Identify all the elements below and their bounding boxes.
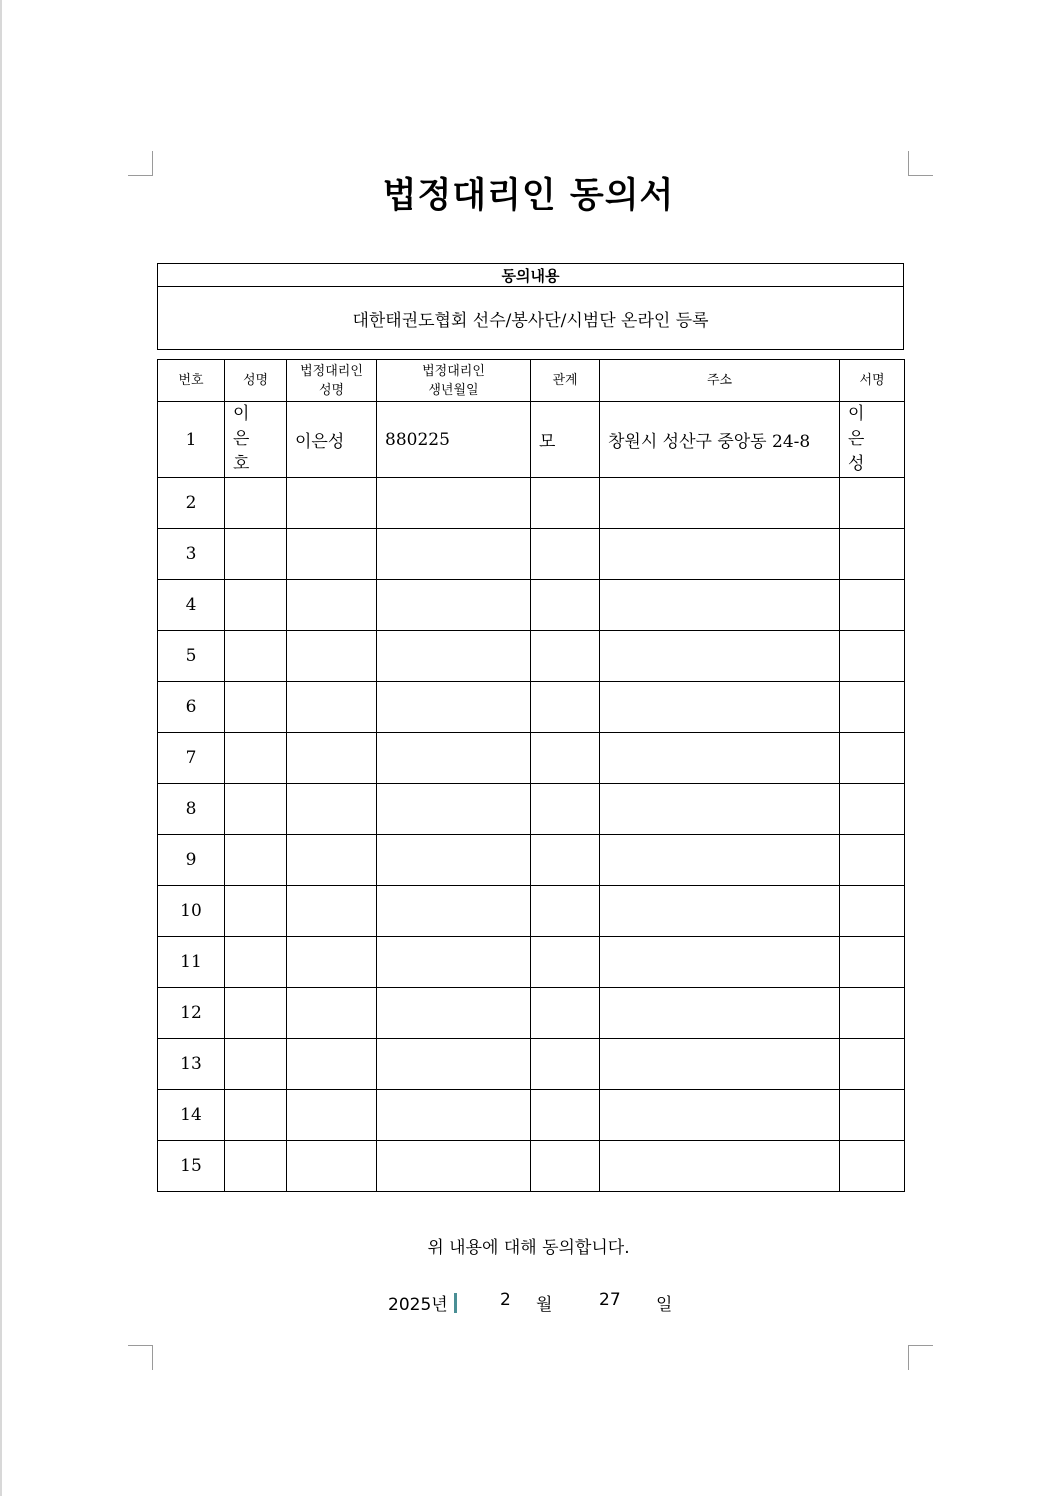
row-signature[interactable] [840,580,905,631]
row-relation[interactable] [531,886,600,937]
row-signature[interactable] [840,1039,905,1090]
row-guardian-name[interactable] [287,1090,377,1141]
row-name[interactable]: 이은호 [225,402,287,478]
row-relation[interactable] [531,784,600,835]
row-number: 7 [158,733,225,784]
row-guardian-birth[interactable] [377,631,531,682]
row-name[interactable] [225,937,287,988]
date-month-unit: 월 [536,1295,553,1315]
table-row [158,988,905,1039]
row-number: 14 [158,1090,225,1141]
row-signature[interactable] [840,937,905,988]
row-name[interactable] [225,1039,287,1090]
header-number: 번호 [158,360,225,402]
row-guardian-birth[interactable]: 880225 [377,402,531,478]
row-guardian-birth[interactable] [377,835,531,886]
row-address[interactable] [600,580,840,631]
row-address[interactable] [600,682,840,733]
header-guardian-name-line1: 법정대리인 [300,363,363,379]
row-address[interactable] [600,1039,840,1090]
agreement-statement: 위 내용에 대해 동의합니다. [427,1238,630,1258]
row-signature[interactable] [840,886,905,937]
text-cursor [454,1293,457,1313]
row-signature[interactable] [840,682,905,733]
row-relation[interactable] [531,733,600,784]
row-guardian-name[interactable] [287,835,377,886]
table-row [158,1090,905,1141]
row-relation[interactable] [531,835,600,886]
row-name[interactable] [225,682,287,733]
row-relation[interactable] [531,1141,600,1192]
row-guardian-birth[interactable] [377,1090,531,1141]
row-guardian-birth[interactable] [377,682,531,733]
row-guardian-name[interactable] [287,1039,377,1090]
row-guardian-birth[interactable] [377,529,531,580]
row-guardian-birth[interactable] [377,580,531,631]
header-guardian-birth [377,360,531,402]
header-address: 주소 [600,360,840,402]
row-guardian-name[interactable] [287,937,377,988]
row-address[interactable] [600,937,840,988]
row-guardian-birth[interactable] [377,478,531,529]
consent-header: 동의내용 [158,264,904,287]
row-guardian-birth[interactable] [377,937,531,988]
row-number: 15 [158,1141,225,1192]
crop-mark-bottom-right [908,1345,933,1370]
date-year: 2025년 [388,1295,448,1315]
header-guardian-name [287,360,377,402]
table-row [158,682,905,733]
row-guardian-name[interactable] [287,682,377,733]
row-number: 11 [158,937,225,988]
document-title: 법정대리인 동의서 [382,176,675,216]
table-row [158,1141,905,1192]
crop-mark-bottom-left [128,1345,153,1370]
row-number: 3 [158,529,225,580]
row-guardian-name[interactable] [287,784,377,835]
row-name[interactable] [225,580,287,631]
table-row [158,478,905,529]
row-number: 6 [158,682,225,733]
row-relation[interactable] [531,682,600,733]
row-guardian-birth[interactable] [377,1141,531,1192]
row-signature[interactable] [840,988,905,1039]
row-name[interactable] [225,886,287,937]
row-name[interactable] [225,478,287,529]
row-signature[interactable] [840,835,905,886]
row-signature[interactable] [840,733,905,784]
row-number: 4 [158,580,225,631]
row-name[interactable] [225,631,287,682]
row-number: 5 [158,631,225,682]
row-guardian-birth[interactable] [377,784,531,835]
row-guardian-name[interactable] [287,988,377,1039]
row-name[interactable] [225,784,287,835]
row-name[interactable] [225,988,287,1039]
row-guardian-name[interactable] [287,580,377,631]
row-name[interactable] [225,529,287,580]
header-guardian-name-line2: 성명 [318,382,345,398]
consent-content[interactable]: 대한태권도협회 선수/봉사단/시범단 온라인 등록 [158,287,904,350]
row-address[interactable]: 창원시 성산구 중앙동 24-8 [600,402,840,478]
table-row [158,835,905,886]
row-address[interactable] [600,988,840,1039]
row-number: 1 [158,402,225,478]
row-number: 9 [158,835,225,886]
row-relation[interactable] [531,580,600,631]
table-row [158,1039,905,1090]
row-guardian-birth[interactable] [377,733,531,784]
header-name: 성명 [225,360,287,402]
row-address[interactable] [600,1090,840,1141]
row-guardian-birth[interactable] [377,886,531,937]
row-signature[interactable]: 이은성 [840,402,905,478]
row-guardian-name[interactable] [287,529,377,580]
row-relation[interactable] [531,1090,600,1141]
row-name[interactable] [225,733,287,784]
row-guardian-name[interactable] [287,478,377,529]
table-row [158,937,905,988]
table-row [158,402,905,478]
header-relation: 관계 [531,360,600,402]
row-guardian-name[interactable] [287,631,377,682]
row-address[interactable] [600,835,840,886]
table-header-row [158,360,905,402]
table-row [158,784,905,835]
row-guardian-name[interactable] [287,886,377,937]
row-address[interactable] [600,529,840,580]
header-signature: 서명 [840,360,905,402]
row-number: 2 [158,478,225,529]
row-address[interactable] [600,631,840,682]
row-signature[interactable] [840,631,905,682]
row-relation[interactable] [531,631,600,682]
table-row [158,631,905,682]
row-guardian-name[interactable] [287,1141,377,1192]
row-name[interactable] [225,835,287,886]
row-name[interactable] [225,1141,287,1192]
page-edge [0,0,2,1496]
consent-table [157,263,904,350]
guardian-table [157,359,905,1192]
row-guardian-birth[interactable] [377,988,531,1039]
row-address[interactable] [600,886,840,937]
row-relation[interactable]: 모 [531,402,600,478]
row-relation[interactable] [531,988,600,1039]
row-guardian-name[interactable]: 이은성 [287,402,377,478]
header-guardian-birth-line1: 법정대리인 [422,363,485,379]
row-number: 10 [158,886,225,937]
table-row [158,529,905,580]
row-name[interactable] [225,1090,287,1141]
row-address[interactable] [600,1141,840,1192]
date-day-unit: 일 [656,1295,673,1315]
table-row [158,580,905,631]
row-relation[interactable] [531,478,600,529]
row-number: 12 [158,988,225,1039]
row-address[interactable] [600,733,840,784]
row-signature[interactable] [840,784,905,835]
table-row [158,886,905,937]
row-relation[interactable] [531,529,600,580]
date-month[interactable]: 2 [500,1290,511,1310]
date-day[interactable]: 27 [599,1290,621,1310]
row-signature[interactable] [840,1141,905,1192]
row-address[interactable] [600,478,840,529]
row-relation[interactable] [531,937,600,988]
row-guardian-name[interactable] [287,733,377,784]
row-address[interactable] [600,784,840,835]
row-number: 13 [158,1039,225,1090]
row-signature[interactable] [840,478,905,529]
row-relation[interactable] [531,1039,600,1090]
row-signature[interactable] [840,529,905,580]
row-guardian-birth[interactable] [377,1039,531,1090]
table-row [158,733,905,784]
row-signature[interactable] [840,1090,905,1141]
row-number: 8 [158,784,225,835]
header-guardian-birth-line2: 생년월일 [428,382,479,398]
